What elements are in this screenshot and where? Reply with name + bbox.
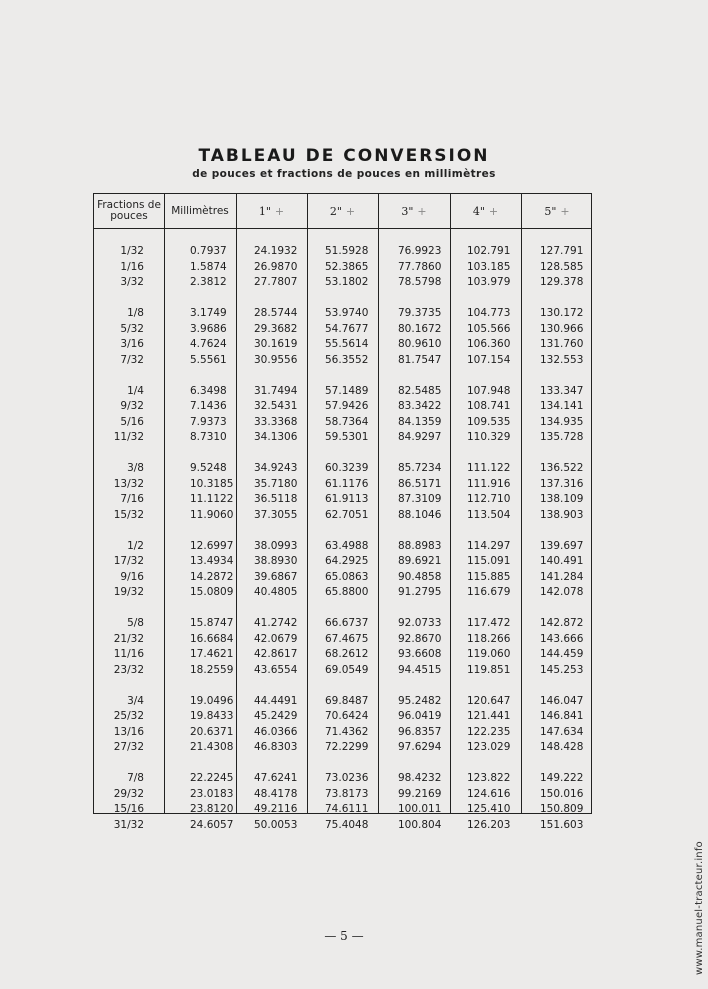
table-row — [94, 508, 593, 524]
fraction-cell: 1/2 — [127, 539, 144, 552]
fraction-cell: 25/32 — [113, 710, 144, 722]
value-cell: 83.3422 — [398, 400, 442, 412]
value-cell: 73.0236 — [325, 772, 369, 784]
value-cell: 46.0366 — [254, 725, 298, 738]
value-cell: 134.935 — [540, 415, 584, 428]
value-cell: 94.4515 — [398, 663, 442, 676]
value-cell: 6.3498 — [190, 384, 227, 397]
header-inch-1 — [236, 194, 307, 228]
value-cell: 61.1176 — [325, 477, 369, 490]
value-cell: 75.4048 — [325, 818, 369, 831]
page-number: — 5 — — [324, 929, 364, 943]
watermark: www.manuel-tracteur.info — [694, 841, 705, 975]
value-cell: 118.266 — [467, 632, 511, 645]
value-cell: 105.566 — [467, 322, 511, 335]
value-cell: 138.109 — [540, 493, 584, 505]
value-cell: 38.8930 — [254, 555, 298, 567]
value-cell: 92.0733 — [398, 617, 442, 629]
value-cell: 21.4308 — [190, 741, 234, 753]
value-cell: 100.011 — [398, 803, 442, 815]
value-cell: 113.504 — [467, 508, 511, 521]
fraction-cell: 29/32 — [113, 787, 144, 800]
value-cell: 116.679 — [467, 586, 511, 598]
plus-sign: + — [345, 204, 356, 218]
page-subtitle: de pouces et fractions de pouces en millimètres — [192, 168, 496, 180]
value-cell: 20.6371 — [190, 725, 234, 738]
value-cell: 7.9373 — [190, 415, 227, 428]
value-cell: 15.8747 — [190, 617, 234, 629]
value-cell: 16.6684 — [190, 632, 234, 645]
value-cell: 3.1749 — [190, 307, 227, 319]
value-cell: 55.5614 — [325, 338, 369, 350]
value-cell: 67.4675 — [325, 632, 369, 645]
value-cell: 107.154 — [467, 353, 511, 366]
value-cell: 127.791 — [540, 245, 584, 257]
value-cell: 35.7180 — [254, 477, 298, 490]
value-cell: 86.5171 — [398, 477, 442, 490]
value-cell: 128.585 — [540, 260, 584, 273]
fraction-cell: 15/16 — [113, 803, 144, 815]
fraction-cell: 1/16 — [120, 260, 144, 273]
fraction-cell: 5/32 — [120, 322, 144, 335]
fraction-cell: 27/32 — [113, 741, 144, 753]
value-cell: 137.316 — [540, 477, 584, 490]
header-inch-3 — [378, 194, 450, 228]
value-cell: 115.885 — [467, 570, 511, 583]
value-cell: 125.410 — [467, 803, 511, 815]
value-cell: 9.5248 — [190, 462, 227, 474]
header-divider — [94, 228, 591, 229]
fraction-cell: 13/16 — [113, 725, 144, 738]
table-row — [94, 709, 593, 725]
table-row — [94, 353, 593, 369]
table-row — [94, 771, 593, 787]
value-cell: 72.2299 — [325, 741, 369, 753]
table-row — [94, 322, 593, 338]
value-cell: 10.3185 — [190, 477, 234, 490]
header-millimetres: Millimètres — [171, 204, 229, 217]
fraction-cell: 9/16 — [120, 570, 144, 583]
value-cell: 106.360 — [467, 338, 511, 350]
value-cell: 84.9297 — [398, 431, 442, 443]
value-cell: 79.3735 — [398, 307, 442, 319]
value-cell: 54.7677 — [325, 322, 369, 335]
value-cell: 131.760 — [540, 338, 584, 350]
value-cell: 0.7937 — [190, 245, 227, 257]
value-cell: 150.809 — [540, 803, 584, 815]
value-cell: 73.8173 — [325, 787, 369, 800]
table-row — [94, 787, 593, 803]
value-cell: 146.047 — [540, 694, 584, 707]
fraction-cell: 3/16 — [120, 338, 144, 350]
value-cell: 19.8433 — [190, 710, 234, 722]
value-cell: 109.535 — [467, 415, 511, 428]
value-cell: 134.141 — [540, 400, 584, 412]
value-cell: 19.0496 — [190, 694, 234, 707]
table-row — [94, 415, 593, 431]
fraction-cell: 1/8 — [127, 307, 144, 319]
value-cell: 2.3812 — [190, 276, 227, 288]
value-cell: 42.0679 — [254, 632, 298, 645]
table-row — [94, 260, 593, 276]
plus-sign: + — [488, 204, 499, 218]
value-cell: 49.2116 — [254, 803, 298, 815]
value-cell: 89.6921 — [398, 555, 442, 567]
value-cell: 48.4178 — [254, 787, 298, 800]
value-cell: 119.851 — [467, 663, 511, 676]
value-cell: 142.872 — [540, 617, 584, 629]
page-title: TABLEAU DE CONVERSION — [198, 146, 490, 166]
value-cell: 95.2482 — [398, 694, 442, 707]
value-cell: 46.8303 — [254, 741, 298, 753]
table-row — [94, 461, 593, 477]
fraction-cell: 3/4 — [127, 694, 144, 707]
value-cell: 140.491 — [540, 555, 584, 567]
fraction-cell: 9/32 — [120, 400, 144, 412]
value-cell: 133.347 — [540, 384, 584, 397]
header-fractions: Fractions de pouces — [97, 199, 161, 222]
value-cell: 123.822 — [467, 772, 511, 784]
table-row — [94, 492, 593, 508]
value-cell: 24.6057 — [190, 818, 234, 831]
value-cell: 65.0863 — [325, 570, 369, 583]
table-row — [94, 337, 593, 353]
value-cell: 60.3239 — [325, 462, 369, 474]
value-cell: 143.666 — [540, 632, 584, 645]
value-cell: 39.6867 — [254, 570, 298, 583]
value-cell: 80.1672 — [398, 322, 442, 335]
value-cell: 64.2925 — [325, 555, 369, 567]
value-cell: 22.2245 — [190, 772, 234, 784]
value-cell: 38.0993 — [254, 539, 298, 552]
value-cell: 24.1932 — [254, 245, 298, 257]
table-row — [94, 802, 593, 818]
value-cell: 149.222 — [540, 772, 584, 784]
table-row — [94, 477, 593, 493]
fraction-cell: 21/32 — [113, 632, 144, 645]
value-cell: 53.1802 — [325, 276, 369, 288]
value-cell: 123.029 — [467, 741, 511, 753]
table-row — [94, 616, 593, 632]
value-cell: 53.9740 — [325, 307, 369, 319]
fraction-cell: 11/16 — [113, 648, 144, 660]
fraction-cell: 23/32 — [113, 663, 144, 676]
header-inch-label: 4" — [472, 204, 485, 218]
value-cell: 93.6608 — [398, 648, 442, 660]
value-cell: 42.8617 — [254, 648, 298, 660]
value-cell: 71.4362 — [325, 725, 369, 738]
header-inch-label: 3" — [401, 204, 414, 218]
fraction-cell: 1/4 — [127, 384, 144, 397]
table-row — [94, 694, 593, 710]
fraction-cell: 31/32 — [113, 818, 144, 831]
value-cell: 17.4621 — [190, 648, 234, 660]
value-cell: 122.235 — [467, 725, 511, 738]
fraction-cell: 13/32 — [113, 477, 144, 490]
value-cell: 26.9870 — [254, 260, 298, 273]
value-cell: 147.634 — [540, 725, 584, 738]
value-cell: 44.4491 — [254, 694, 298, 707]
fraction-cell: 17/32 — [113, 555, 144, 567]
fraction-cell: 5/16 — [120, 415, 144, 428]
value-cell: 68.2612 — [325, 648, 369, 660]
value-cell: 108.741 — [467, 400, 511, 412]
value-cell: 29.3682 — [254, 322, 298, 335]
value-cell: 78.5798 — [398, 276, 442, 288]
value-cell: 32.5431 — [254, 400, 298, 412]
value-cell: 65.8800 — [325, 586, 369, 598]
header-inch-4 — [450, 194, 521, 228]
value-cell: 96.8357 — [398, 725, 442, 738]
value-cell: 47.6241 — [254, 772, 298, 784]
value-cell: 31.7494 — [254, 384, 298, 397]
value-cell: 27.7807 — [254, 276, 298, 288]
value-cell: 61.9113 — [325, 493, 369, 505]
fraction-cell: 7/16 — [120, 493, 144, 505]
value-cell: 117.472 — [467, 617, 511, 629]
value-cell: 99.2169 — [398, 787, 442, 800]
value-cell: 130.966 — [540, 322, 584, 335]
header-inch-label: 5" — [544, 204, 557, 218]
value-cell: 7.1436 — [190, 400, 227, 412]
value-cell: 102.791 — [467, 245, 511, 257]
value-cell: 8.7310 — [190, 431, 227, 443]
value-cell: 66.6737 — [325, 617, 369, 629]
fraction-cell: 1/32 — [120, 245, 144, 257]
value-cell: 5.5561 — [190, 353, 227, 366]
value-cell: 23.0183 — [190, 787, 234, 800]
value-cell: 119.060 — [467, 648, 511, 660]
fraction-cell: 3/8 — [127, 462, 144, 474]
header-inch-5 — [521, 194, 593, 228]
table-row — [94, 818, 593, 834]
value-cell: 52.3865 — [325, 260, 369, 273]
value-cell: 43.6554 — [254, 663, 298, 676]
value-cell: 63.4988 — [325, 539, 369, 552]
value-cell: 110.329 — [467, 431, 511, 443]
value-cell: 151.603 — [540, 818, 584, 831]
header-inch-label: 2" — [329, 204, 342, 218]
value-cell: 57.9426 — [325, 400, 369, 412]
value-cell: 12.6997 — [190, 539, 234, 552]
value-cell: 76.9923 — [398, 245, 442, 257]
value-cell: 36.5118 — [254, 493, 298, 505]
value-cell: 45.2429 — [254, 710, 298, 722]
value-cell: 142.078 — [540, 586, 584, 598]
fraction-cell: 3/32 — [120, 276, 144, 288]
value-cell: 37.3055 — [254, 508, 298, 521]
value-cell: 11.1122 — [190, 493, 234, 505]
table-row — [94, 430, 593, 446]
value-cell: 13.4934 — [190, 555, 234, 567]
value-cell: 4.7624 — [190, 338, 227, 350]
value-cell: 129.378 — [540, 276, 584, 288]
value-cell: 103.185 — [467, 260, 511, 273]
value-cell: 98.4232 — [398, 772, 442, 784]
table-row — [94, 275, 593, 291]
value-cell: 104.773 — [467, 307, 511, 319]
fraction-cell: 19/32 — [113, 586, 144, 598]
value-cell: 18.2559 — [190, 663, 234, 676]
plus-sign: + — [274, 204, 285, 218]
value-cell: 141.284 — [540, 570, 584, 583]
table-row — [94, 647, 593, 663]
value-cell: 59.5301 — [325, 431, 369, 443]
table-row — [94, 384, 593, 400]
value-cell: 132.553 — [540, 353, 584, 366]
value-cell: 97.6294 — [398, 741, 442, 753]
table-row — [94, 244, 593, 260]
value-cell: 80.9610 — [398, 338, 442, 350]
value-cell: 84.1359 — [398, 415, 442, 428]
value-cell: 70.6424 — [325, 710, 369, 722]
value-cell: 145.253 — [540, 663, 584, 676]
table-row — [94, 725, 593, 741]
value-cell: 30.9556 — [254, 353, 298, 366]
value-cell: 114.297 — [467, 539, 511, 552]
value-cell: 88.8983 — [398, 539, 442, 552]
value-cell: 148.428 — [540, 741, 584, 753]
value-cell: 15.0809 — [190, 586, 234, 598]
value-cell: 121.441 — [467, 710, 511, 722]
table-row — [94, 539, 593, 555]
value-cell: 41.2742 — [254, 617, 298, 629]
table-row — [94, 663, 593, 679]
plus-sign: + — [417, 204, 427, 218]
value-cell: 111.122 — [467, 462, 511, 474]
value-cell: 69.0549 — [325, 663, 369, 676]
value-cell: 11.9060 — [190, 508, 234, 521]
value-cell: 88.1046 — [398, 508, 442, 521]
value-cell: 107.948 — [467, 384, 511, 397]
value-cell: 139.697 — [540, 539, 584, 552]
table-row — [94, 585, 593, 601]
value-cell: 62.7051 — [325, 508, 369, 521]
plus-sign: + — [560, 204, 570, 218]
table-row — [94, 306, 593, 322]
value-cell: 91.2795 — [398, 586, 442, 598]
value-cell: 77.7860 — [398, 260, 442, 273]
value-cell: 85.7234 — [398, 462, 442, 474]
value-cell: 28.5744 — [254, 307, 298, 319]
table-row — [94, 740, 593, 756]
value-cell: 111.916 — [467, 477, 511, 490]
value-cell: 103.979 — [467, 276, 511, 288]
value-cell: 3.9686 — [190, 322, 227, 335]
table-row — [94, 632, 593, 648]
fraction-cell: 15/32 — [113, 508, 144, 521]
value-cell: 120.647 — [467, 694, 511, 707]
table-row — [94, 554, 593, 570]
fraction-cell: 7/8 — [127, 772, 144, 784]
value-cell: 34.1306 — [254, 431, 298, 443]
value-cell: 81.7547 — [398, 353, 442, 366]
value-cell: 74.6111 — [325, 803, 369, 815]
value-cell: 92.8670 — [398, 632, 442, 645]
value-cell: 40.4805 — [254, 586, 298, 598]
value-cell: 69.8487 — [325, 694, 369, 707]
value-cell: 1.5874 — [190, 260, 227, 273]
value-cell: 82.5485 — [398, 384, 442, 397]
value-cell: 144.459 — [540, 648, 584, 660]
value-cell: 30.1619 — [254, 338, 298, 350]
value-cell: 58.7364 — [325, 415, 369, 428]
value-cell: 115.091 — [467, 555, 511, 567]
value-cell: 34.9243 — [254, 462, 298, 474]
value-cell: 126.203 — [467, 818, 511, 831]
fraction-cell: 5/8 — [127, 617, 144, 629]
value-cell: 136.522 — [540, 462, 584, 474]
fraction-cell: 11/32 — [113, 431, 144, 443]
value-cell: 51.5928 — [325, 245, 369, 257]
fraction-cell: 7/32 — [120, 353, 144, 366]
value-cell: 146.841 — [540, 710, 584, 722]
table-row — [94, 399, 593, 415]
value-cell: 90.4858 — [398, 570, 442, 583]
table-row — [94, 570, 593, 586]
value-cell: 33.3368 — [254, 415, 298, 428]
value-cell: 124.616 — [467, 787, 511, 800]
value-cell: 50.0053 — [254, 818, 298, 831]
value-cell: 14.2872 — [190, 570, 234, 583]
value-cell: 130.172 — [540, 307, 584, 319]
value-cell: 100.804 — [398, 818, 442, 831]
value-cell: 87.3109 — [398, 493, 442, 505]
value-cell: 56.3552 — [325, 353, 369, 366]
value-cell: 138.903 — [540, 508, 584, 521]
value-cell: 135.728 — [540, 431, 584, 443]
value-cell: 112.710 — [467, 493, 511, 505]
header-inch-2 — [307, 194, 378, 228]
value-cell: 57.1489 — [325, 384, 369, 397]
value-cell: 150.016 — [540, 787, 584, 800]
conversion-table — [93, 193, 592, 831]
value-cell: 23.8120 — [190, 803, 234, 815]
header-inch-label: 1" — [258, 204, 271, 218]
value-cell: 96.0419 — [398, 710, 442, 722]
